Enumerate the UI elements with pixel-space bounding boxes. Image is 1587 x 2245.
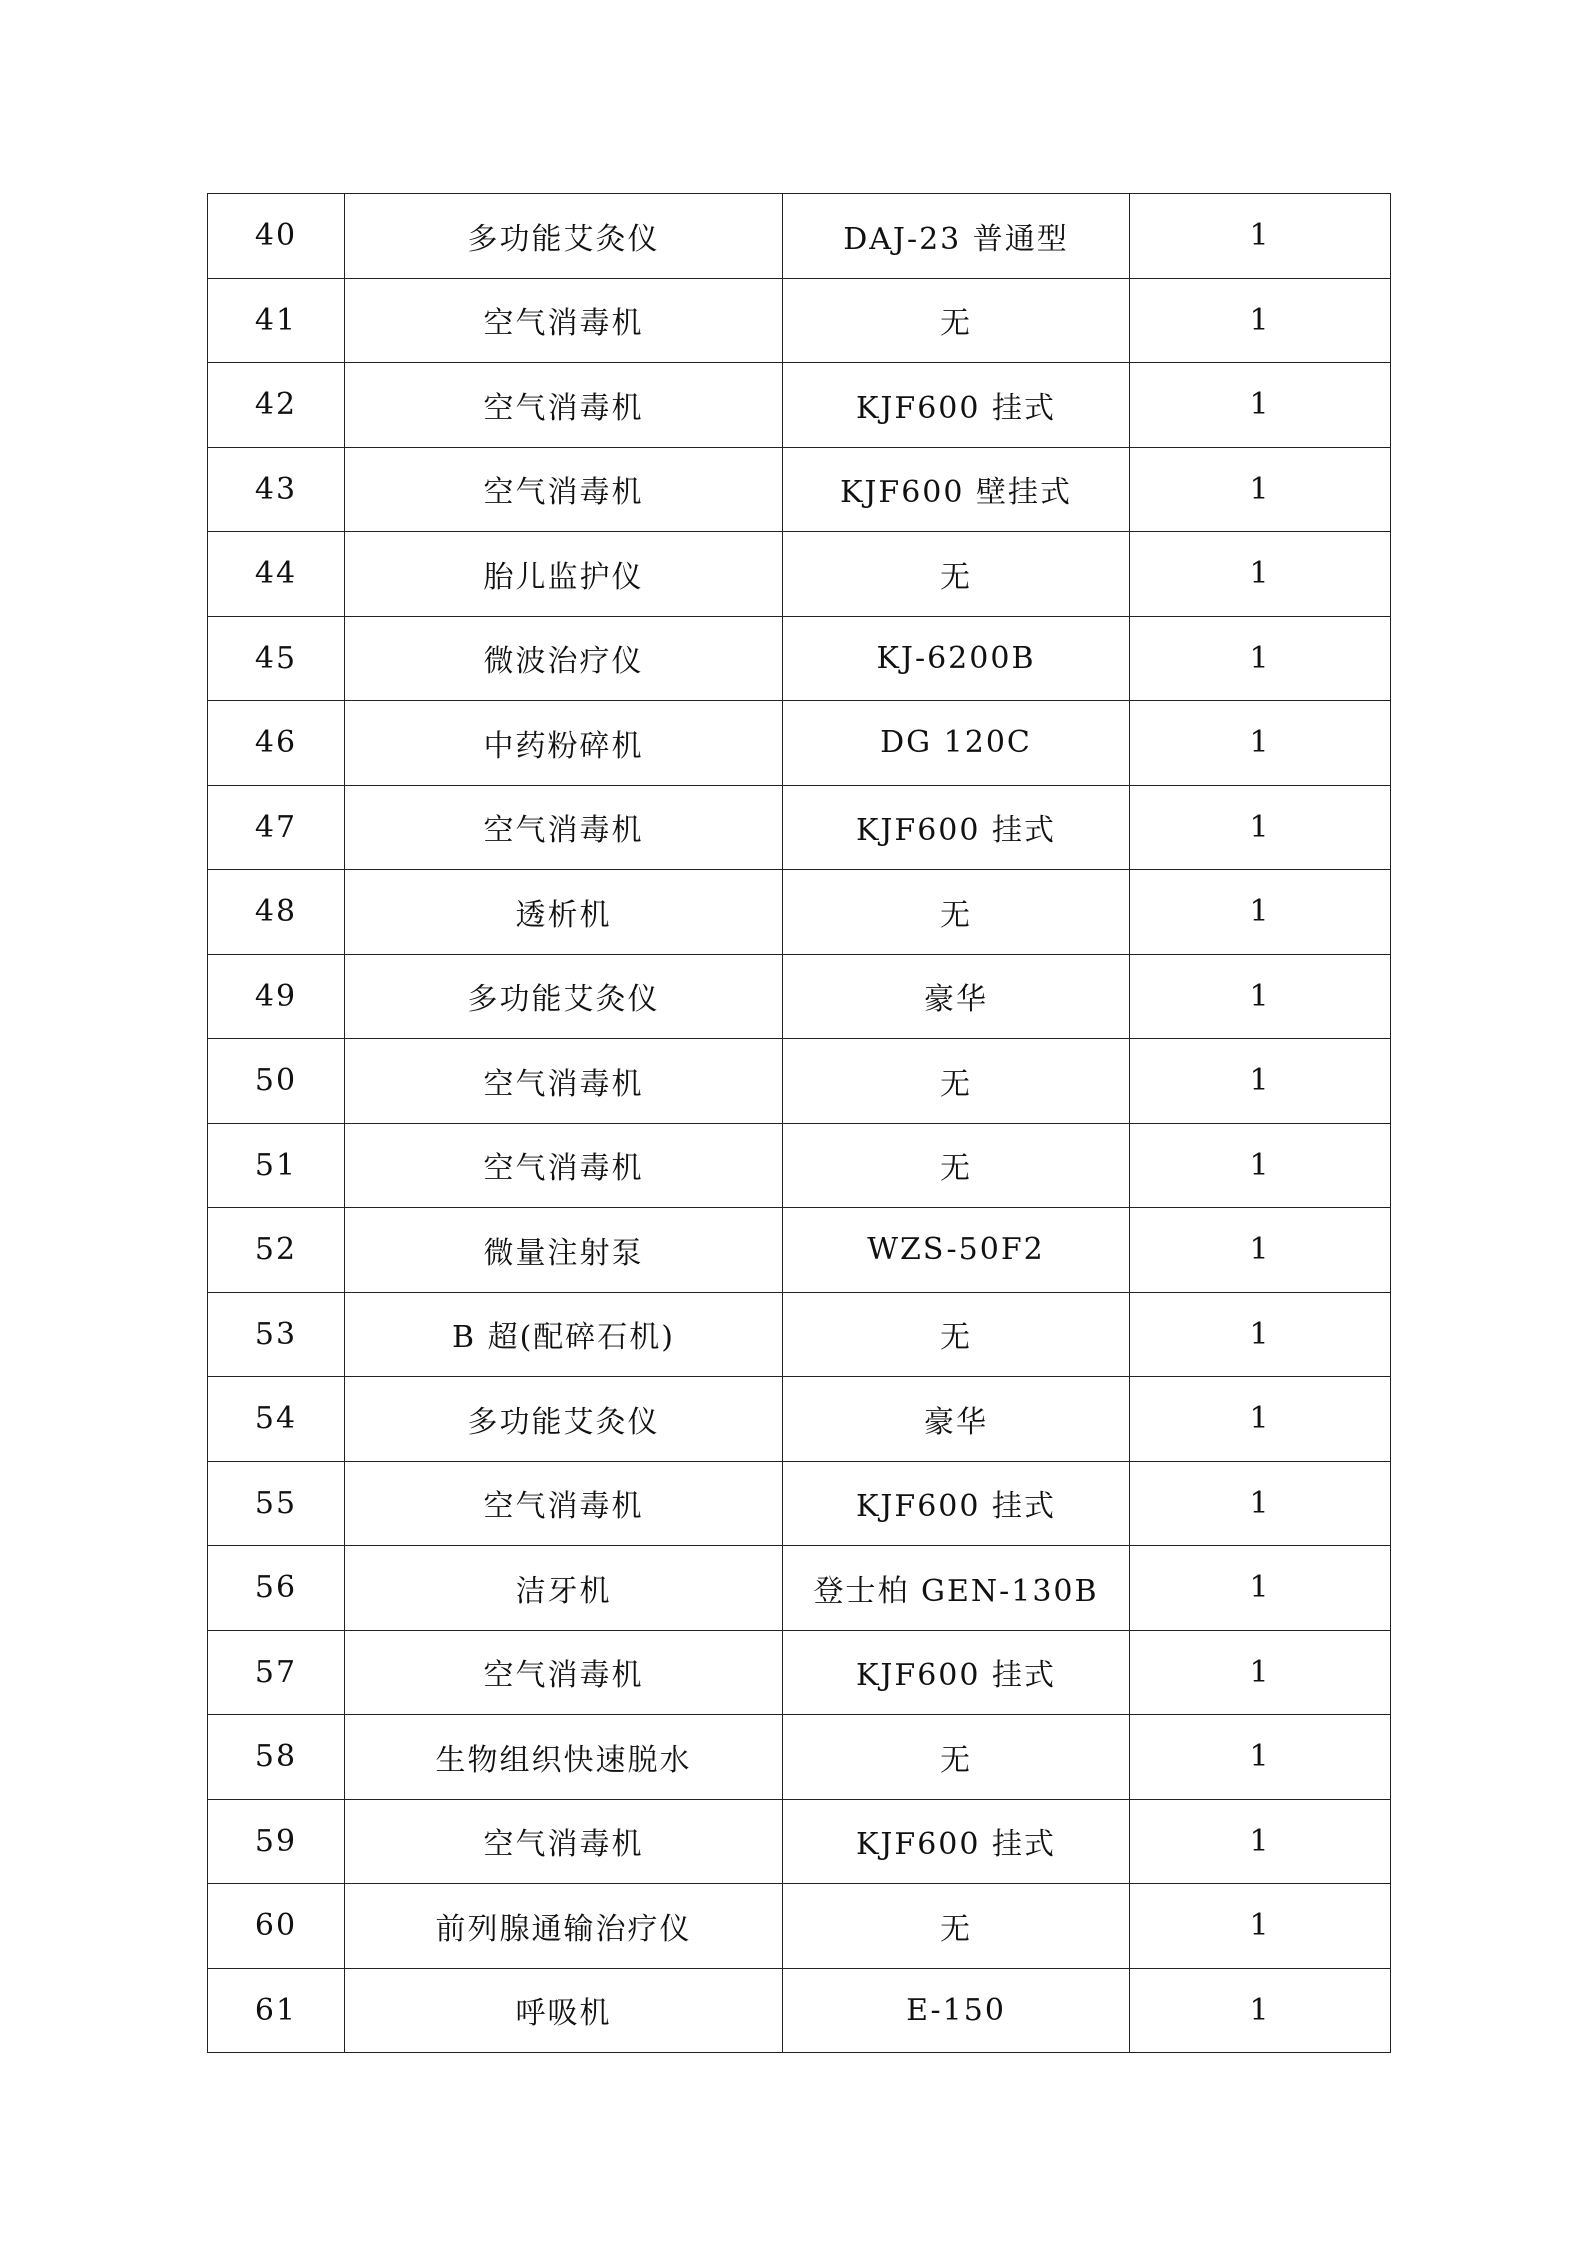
quantity-cell: 1 [1130, 532, 1391, 617]
equipment-name-cell: 生物组织快速脱水 [345, 1715, 783, 1800]
quantity-cell: 1 [1130, 1292, 1391, 1377]
table-row [208, 1630, 1391, 1715]
model-cell: KJF600 挂式 [783, 1461, 1130, 1546]
model-cell: KJF600 壁挂式 [783, 447, 1130, 532]
equipment-name-cell: 透析机 [345, 870, 783, 955]
model-cell: KJF600 挂式 [783, 785, 1130, 870]
model-cell: 无 [783, 870, 1130, 955]
table-row [208, 1292, 1391, 1377]
quantity-cell: 1 [1130, 1799, 1391, 1884]
equipment-name-cell: 多功能艾灸仪 [345, 1377, 783, 1462]
model-cell: 无 [783, 1039, 1130, 1124]
equipment-name-cell: 空气消毒机 [345, 363, 783, 448]
table-row [208, 1123, 1391, 1208]
equipment-name-cell: 多功能艾灸仪 [345, 954, 783, 1039]
table-row [208, 870, 1391, 955]
table-row [208, 1546, 1391, 1631]
equipment-name-cell: 微量注射泵 [345, 1208, 783, 1293]
equipment-name-cell: 微波治疗仪 [345, 616, 783, 701]
quantity-cell: 1 [1130, 1461, 1391, 1546]
row-number-cell: 42 [208, 363, 345, 448]
equipment-table [207, 193, 1391, 2053]
model-cell: 豪华 [783, 954, 1130, 1039]
row-number-cell: 47 [208, 785, 345, 870]
table-row [208, 194, 1391, 279]
table-row [208, 1208, 1391, 1293]
model-cell: DG 120C [783, 701, 1130, 786]
equipment-name-cell: 空气消毒机 [345, 1123, 783, 1208]
equipment-name-cell: B 超(配碎石机) [345, 1292, 783, 1377]
table-row [208, 1799, 1391, 1884]
row-number-cell: 49 [208, 954, 345, 1039]
row-number-cell: 52 [208, 1208, 345, 1293]
equipment-name-cell: 空气消毒机 [345, 278, 783, 363]
quantity-cell: 1 [1130, 363, 1391, 448]
quantity-cell: 1 [1130, 870, 1391, 955]
row-number-cell: 57 [208, 1630, 345, 1715]
quantity-cell: 1 [1130, 1039, 1391, 1124]
table-row [208, 447, 1391, 532]
row-number-cell: 48 [208, 870, 345, 955]
equipment-name-cell: 空气消毒机 [345, 1799, 783, 1884]
equipment-name-cell: 多功能艾灸仪 [345, 194, 783, 279]
model-cell: WZS-50F2 [783, 1208, 1130, 1293]
equipment-name-cell: 空气消毒机 [345, 1039, 783, 1124]
row-number-cell: 45 [208, 616, 345, 701]
table-row [208, 785, 1391, 870]
quantity-cell: 1 [1130, 1715, 1391, 1800]
model-cell: 无 [783, 1292, 1130, 1377]
quantity-cell: 1 [1130, 954, 1391, 1039]
table-row [208, 1884, 1391, 1969]
table-row [208, 363, 1391, 448]
quantity-cell: 1 [1130, 785, 1391, 870]
row-number-cell: 54 [208, 1377, 345, 1462]
model-cell: 无 [783, 1123, 1130, 1208]
model-cell: KJF600 挂式 [783, 363, 1130, 448]
row-number-cell: 58 [208, 1715, 345, 1800]
model-cell: 无 [783, 1715, 1130, 1800]
equipment-name-cell: 空气消毒机 [345, 1630, 783, 1715]
quantity-cell: 1 [1130, 616, 1391, 701]
equipment-name-cell: 洁牙机 [345, 1546, 783, 1631]
row-number-cell: 53 [208, 1292, 345, 1377]
row-number-cell: 59 [208, 1799, 345, 1884]
quantity-cell: 1 [1130, 278, 1391, 363]
model-cell: 豪华 [783, 1377, 1130, 1462]
model-cell: KJ-6200B [783, 616, 1130, 701]
quantity-cell: 1 [1130, 701, 1391, 786]
quantity-cell: 1 [1130, 194, 1391, 279]
table-row [208, 532, 1391, 617]
quantity-cell: 1 [1130, 447, 1391, 532]
equipment-name-cell: 空气消毒机 [345, 1461, 783, 1546]
quantity-cell: 1 [1130, 1123, 1391, 1208]
equipment-name-cell: 呼吸机 [345, 1968, 783, 2053]
table-row [208, 616, 1391, 701]
equipment-name-cell: 胎儿监护仪 [345, 532, 783, 617]
model-cell: KJF600 挂式 [783, 1630, 1130, 1715]
model-cell: 登士柏 GEN-130B [783, 1546, 1130, 1631]
row-number-cell: 55 [208, 1461, 345, 1546]
equipment-name-cell: 空气消毒机 [345, 447, 783, 532]
row-number-cell: 46 [208, 701, 345, 786]
quantity-cell: 1 [1130, 1208, 1391, 1293]
table-row [208, 278, 1391, 363]
table-row [208, 1715, 1391, 1800]
row-number-cell: 61 [208, 1968, 345, 2053]
quantity-cell: 1 [1130, 1884, 1391, 1969]
table-row [208, 1377, 1391, 1462]
equipment-name-cell: 前列腺通输治疗仪 [345, 1884, 783, 1969]
model-cell: 无 [783, 1884, 1130, 1969]
model-cell: DAJ-23 普通型 [783, 194, 1130, 279]
row-number-cell: 44 [208, 532, 345, 617]
row-number-cell: 41 [208, 278, 345, 363]
model-cell: KJF600 挂式 [783, 1799, 1130, 1884]
equipment-name-cell: 中药粉碎机 [345, 701, 783, 786]
quantity-cell: 1 [1130, 1377, 1391, 1462]
quantity-cell: 1 [1130, 1546, 1391, 1631]
table-row [208, 1968, 1391, 2053]
row-number-cell: 40 [208, 194, 345, 279]
equipment-name-cell: 空气消毒机 [345, 785, 783, 870]
table-row [208, 1461, 1391, 1546]
model-cell: E-150 [783, 1968, 1130, 2053]
table-row [208, 1039, 1391, 1124]
row-number-cell: 56 [208, 1546, 345, 1631]
row-number-cell: 60 [208, 1884, 345, 1969]
row-number-cell: 51 [208, 1123, 345, 1208]
model-cell: 无 [783, 532, 1130, 617]
quantity-cell: 1 [1130, 1968, 1391, 2053]
row-number-cell: 50 [208, 1039, 345, 1124]
equipment-table-body [208, 194, 1391, 2053]
table-row [208, 701, 1391, 786]
quantity-cell: 1 [1130, 1630, 1391, 1715]
model-cell: 无 [783, 278, 1130, 363]
row-number-cell: 43 [208, 447, 345, 532]
table-row [208, 954, 1391, 1039]
